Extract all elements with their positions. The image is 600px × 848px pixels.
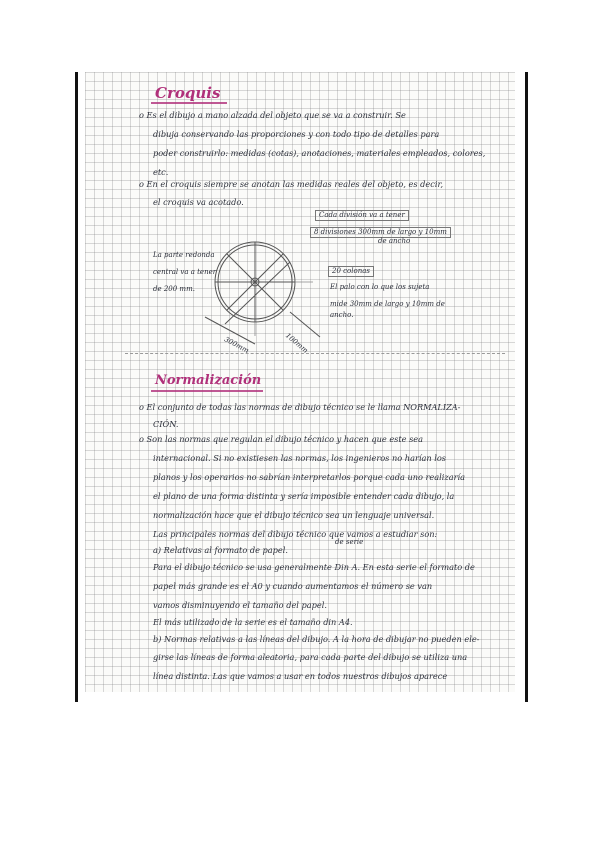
text-line: Las principales normas del dibujo técnico que vamos a estudiar son: — [153, 529, 438, 539]
sketch-label: central va a tener — [153, 268, 217, 276]
text-line: poder construirlo: medidas (cotas), anotaciones, materiales empleados, colores, — [153, 148, 486, 158]
sketch-dimension: 100mm — [283, 331, 310, 355]
sketch-label-box: 20 colonas — [328, 266, 374, 277]
right-border-bar — [525, 72, 528, 702]
text-line: girse las líneas de forma aleatoria, para cada parte del dibujo se utiliza una — [153, 652, 468, 662]
text-line: el plano de una forma distinta y sería imposible entender cada dibujo, la — [153, 491, 455, 501]
sketch-label: de ancho — [378, 237, 411, 245]
sketch-label: La parte redonda — [153, 251, 215, 259]
text-line: CIÓN. — [153, 419, 179, 429]
notebook-page — [85, 72, 515, 692]
sketch-label-box: Cada división va a tener — [315, 210, 409, 221]
sketch-dimension: 300mm — [222, 335, 251, 355]
text-line: Para el dibujo técnico se usa generalmente Din A. En esta serie el formato de — [153, 562, 475, 572]
insert-note: de serie — [335, 538, 364, 546]
text-line: o Es el dibujo a mano alzada del objeto que se va a construir. Se — [139, 110, 406, 120]
text-line: b) Normas relativas a las líneas del dibujo. A la hora de dibujar no pueden ele- — [153, 634, 480, 644]
text-line: normalización hace que el dibujo técnico sea un lenguaje universal. — [153, 510, 435, 520]
title-underline — [151, 390, 263, 392]
section-title-normalizacion: Normalización — [155, 373, 262, 388]
text-line: planos y los operarios no sabrían interpretarlos porque cada uno realizaría — [153, 472, 466, 482]
text-line: o En el croquis siempre se anotan las medidas reales del objeto, es decir, — [139, 179, 444, 189]
text-line: internacional. Si no existiesen las normas, los ingenieros no harían los — [153, 453, 446, 463]
sketch-label: mide 30mm de largo y 10mm de — [330, 300, 445, 308]
section-title-croquis: Croquis — [155, 84, 221, 102]
text-line: línea distinta. Las que vamos a usar en todos nuestros dibujos aparece — [153, 671, 448, 681]
sketch-label: de 200 mm. — [153, 285, 195, 293]
sketch-label-box: 8 divisiones 300mm de largo y 10mm — [310, 227, 451, 238]
text-line: etc. — [153, 167, 169, 177]
text-line: a) Relativas al formato de papel. — [153, 545, 288, 555]
text-line: el croquis va acotado. — [153, 197, 244, 207]
sketch-label: ancho. — [330, 311, 354, 319]
wheel-sketch — [195, 232, 335, 355]
text-line: o El conjunto de todas las normas de dibujo técnico se le llama NORMALIZA- — [139, 402, 461, 412]
text-line: papel más grande es el A0 y cuando aumentamos el número se van — [153, 581, 433, 591]
title-underline — [151, 102, 227, 104]
text-line: o Son las normas que regulan el dibujo técnico y hacen que este sea — [139, 434, 424, 444]
text-line: El más utilizado de la serie es el tamaño din A4. — [153, 617, 353, 627]
text-line: vamos disminuyendo el tamaño del papel. — [153, 600, 327, 610]
text-line: dibuja conservando las proporciones y con todo tipo de detalles para — [153, 129, 440, 139]
sketch-label: El palo con lo que los sujeta — [330, 283, 430, 291]
left-border-bar — [75, 72, 78, 702]
section-divider — [125, 353, 505, 354]
